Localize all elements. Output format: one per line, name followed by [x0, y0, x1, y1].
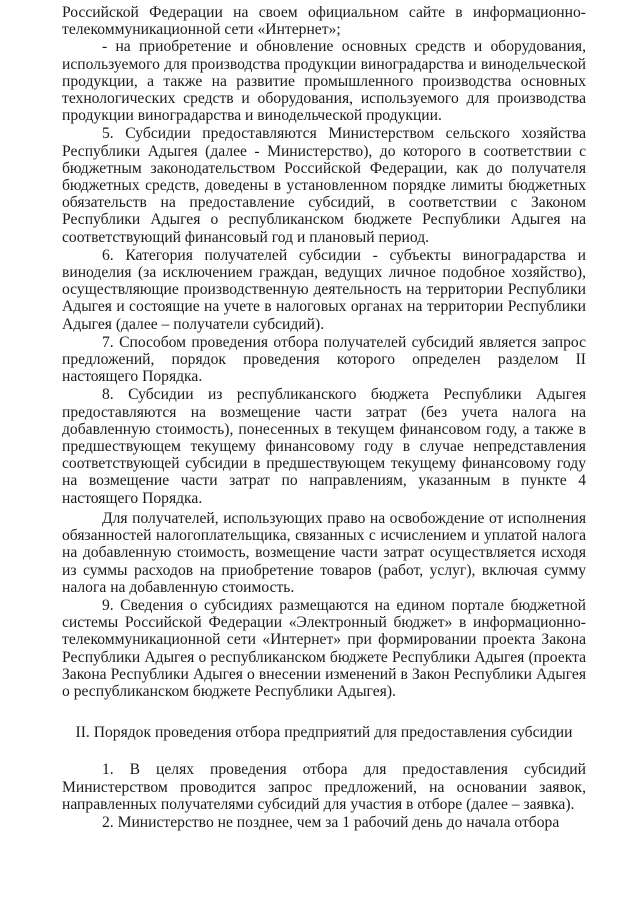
- document-page: [62, 4, 586, 831]
- section-paragraph-1: 1. В целях проведения отбора для предоставления субсидий Министерством проводится запрос предложений, на основании заявок, направленных получателями субсидий для участия в отборе (далее – заявка).: [62, 761, 586, 813]
- section-heading: II. Порядок проведения отбора предприятий для предоставления субсидии: [75, 724, 573, 742]
- paragraph-bullet-equipment: - на приобретение и обновление основных средств и оборудования, используемого для производства продукции виноградарства и винодельческой продукции, а также на развитие промышленного производства основных технологических средств и оборудования, используемого для производства продукции виноградарства и винодельческой продукции.: [62, 38, 586, 125]
- paragraph-item-5: 5. Субсидии предоставляются Министерством сельского хозяйства Республики Адыгея (далее - Министерство), до которого в соответствии с бюджетным законодательством Российской Федерации, как до получателя бюджетных средств, доведены в установленном порядке лимиты бюджетных обязательств на предоставление субсидий, в соответствии с Законом Республики Адыгея о республиканском бюджете Республики Адыгея на соответствующий финансовый год и плановый период.: [62, 125, 586, 246]
- paragraph-item-7: 7. Способом проведения отбора получателей субсидий является запрос предложений, порядок проведения которого определен разделом II настоящего Порядка.: [62, 333, 586, 386]
- paragraph-continuation: Российской Федерации на своем официальном сайте в информационно-телекоммуникационной сети «Интернет»;: [62, 4, 586, 39]
- paragraph-item-8: 8. Субсидии из республиканского бюджета Республики Адыгея предоставляются на возмещение части затрат (без учета налога на добавленную стоимость), понесенных в текущем финансовом году, а также в предшествующем текущему финансовому году в случае непредставления соответствующей субсидии в предшествующем текущему финансовому году на возмещение части затрат по направлениям, указанным в пункте 4 настоящего Порядка.: [62, 386, 586, 507]
- section-paragraph-2: 2. Министерство не позднее, чем за 1 рабочий день до начала отбора: [102, 813, 560, 831]
- paragraph-item-9: 9. Сведения о субсидиях размещаются на едином портале бюджетной системы Российской Федерации «Электронный бюджет» в информационно-телекоммуникационной сети «Интернет» при формировании проекта Закона Республики Адыгея о республиканском бюджете Республики Адыгея (проекта Закона Республики Адыгея о внесении изменений в Закон Республики Адыгея о республиканском бюджете Республики Адыгея).: [62, 596, 586, 700]
- paragraph-item-6: 6. Категория получателей субсидии - субъекты виноградарства и виноделия (за исключением граждан, ведущих личное подобное хозяйство), осуществляющие производственную деятельность на территории Республики Адыгея и состоящие на учете в налоговых органах на территории Республики Адыгея (далее – получатели субсидий).: [62, 246, 586, 333]
- paragraph-vat-exemption: Для получателей, использующих право на освобождение от исполнения обязанностей налогоплательщика, связанных с исчислением и уплатой налога на добавленную стоимость, возмещение части затрат осуществляется исходя из суммы расходов на приобретение товаров (работ, услуг), включая сумму налога на добавленную стоимость.: [62, 509, 586, 596]
